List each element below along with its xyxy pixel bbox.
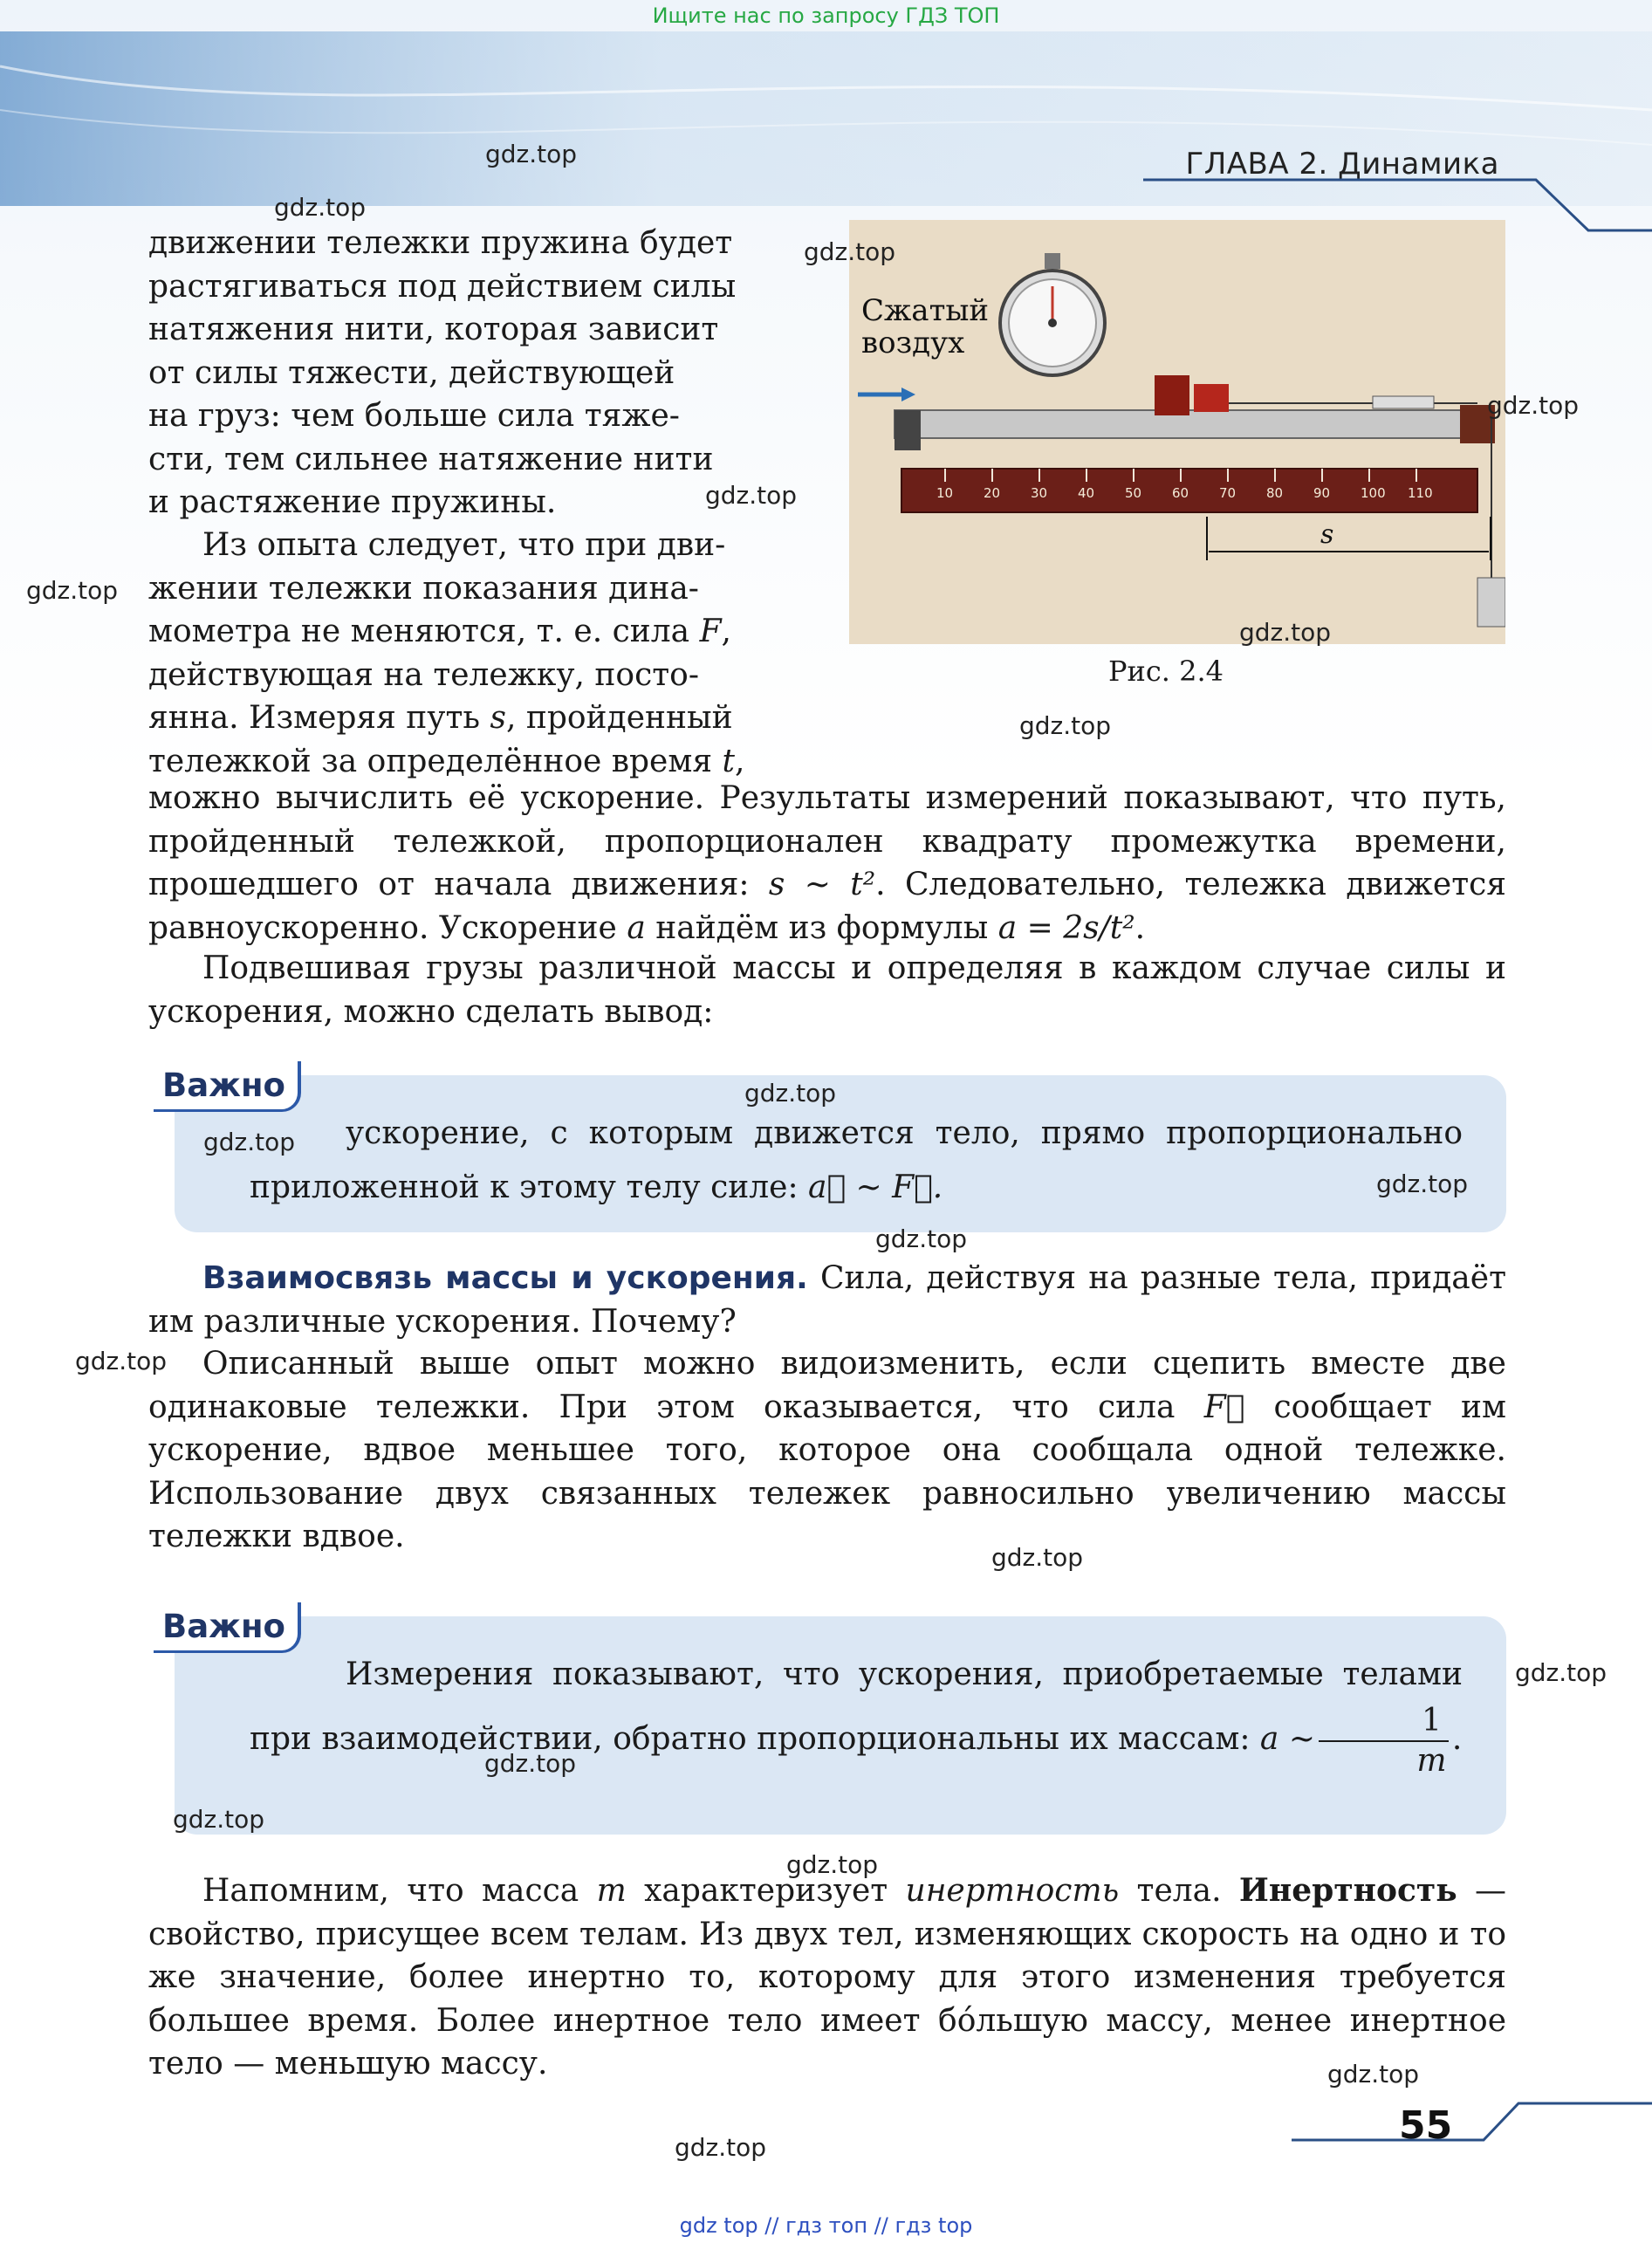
- paragraph-2-wide: можно вычислить её ускорение. Результаты измерений показывают, что путь, пройденный тележкой, пропорционален квадрату промежутка времени, прошедшего от начала движения: s ~ t². Следовательно, тележка движется равноускоренно. Ускорение a найдём из формулы a = 2s/t².: [148, 780, 1506, 946]
- para1-line-4: от силы тяжести, действующей: [148, 354, 675, 391]
- para2-wide-text-2: . Следовательно, тележка движется равноускоренно. Ускорение: [148, 867, 1506, 946]
- para1-line-2: растягиваться под действием силы: [148, 268, 737, 305]
- para2-line-1: Из опыта следует, что при дви-: [202, 527, 726, 563]
- fraction-denominator: m: [1416, 1743, 1447, 1779]
- para5-text: Напомним, что масса: [202, 1873, 579, 1909]
- chapter-heading: ГЛАВА 2. Динамика: [1185, 147, 1499, 182]
- para1-line-3: натяжения нити, которая зависит: [148, 312, 719, 347]
- para2-line-6-text: тележкой за определённое время: [148, 743, 713, 779]
- important-2-text: Измерения показывают, что ускорения, приобретаемые телами при взаимодействии, обратно пропорциональны их массам: a ~ $\frac{1}{m}$ .: [250, 1657, 1463, 1779]
- watermark: gdz.top: [1019, 711, 1112, 740]
- para1-line-5: на груз: чем больше сила тяже-: [148, 398, 680, 434]
- figure-caption: Рис. 2.4: [1108, 655, 1224, 688]
- watermark: gdz.top: [804, 237, 896, 266]
- para2-line-6: тележкой за определённое время t,: [148, 743, 745, 779]
- watermark: gdz.top: [705, 481, 798, 510]
- ruler: [901, 469, 1477, 512]
- ruler-tick-label: 60: [1172, 485, 1189, 501]
- paragraph-4: [148, 1342, 1506, 1559]
- accel-symbol: a: [627, 909, 646, 946]
- formula-a-2s-t2: a = 2s/t²: [997, 909, 1135, 946]
- ruler-tick-label: 70: [1219, 485, 1237, 501]
- ruler-tick-label: 100: [1361, 485, 1386, 501]
- watermark: gdz.top: [991, 1543, 1084, 1572]
- watermark: gdz.top: [1487, 391, 1580, 420]
- fraction-numerator: 1: [1319, 1702, 1449, 1742]
- paragraph-5: [148, 1869, 1506, 2086]
- paragraph-3: [148, 947, 1506, 1033]
- ruler-tick-label: 30: [1031, 485, 1048, 501]
- figure-2-4: [849, 220, 1505, 644]
- para1-line-6: сти, тем сильнее натяжение нити: [148, 441, 714, 477]
- para2-line-5-tail: , пройденный: [505, 700, 733, 736]
- watermark: gdz.top: [274, 193, 367, 222]
- para1-line-1: движении тележки пружина будет: [148, 225, 733, 261]
- watermark: gdz.top: [875, 1224, 968, 1253]
- para2-wide-text-3: найдём из формулы: [655, 909, 989, 946]
- watermark: gdz.top: [1376, 1170, 1469, 1198]
- watermark: gdz.top: [744, 1079, 837, 1108]
- para4-text-2: сообщает им ускорение, вдвое меньшее того, которое она сообщала одной тележке. Использование двух связанных тележек равносильно увеличению массы тележки вдвое.: [148, 1389, 1506, 1554]
- important-tag-2: Важно: [154, 1602, 301, 1653]
- path-symbol: s: [490, 700, 506, 736]
- bottom-banner[interactable]: gdz top // гдз топ // гдз top: [0, 2208, 1652, 2243]
- force-vector: F⃗: [1203, 1389, 1245, 1425]
- time-symbol: t: [722, 743, 735, 779]
- para2-line-5: [148, 696, 794, 740]
- para2-line-5-text: янна. Измеряя путь: [148, 700, 480, 736]
- mass-symbol: m: [596, 1873, 627, 1909]
- watermark: gdz.top: [786, 1850, 879, 1879]
- important-1-body: ускорение, с которым движется тело, прямо пропорционально приложенной к этому телу силе:: [250, 1115, 1463, 1205]
- paragraph-1: [148, 222, 794, 525]
- important-1-formula: a⃗ ~ F⃗.: [808, 1170, 943, 1205]
- ruler-tick-label: 110: [1408, 485, 1433, 501]
- para5-text-3: тела.: [1136, 1873, 1222, 1909]
- fraction-1-over-m: [1319, 1702, 1449, 1780]
- label-s: s: [1320, 519, 1334, 550]
- term-inertness: инертность: [905, 1873, 1120, 1909]
- para2-line-2: жении тележки показания дина-: [148, 570, 699, 607]
- watermark: gdz.top: [675, 2133, 767, 2162]
- section-mass-acceleration: [148, 1257, 1506, 1343]
- page-number-decoration: [1292, 2086, 1652, 2147]
- ruler-tick-label: 10: [936, 485, 954, 501]
- top-banner[interactable]: Ищите нас по запросу ГДЗ ТОП: [652, 3, 1000, 28]
- section-heading: Взаимосвязь массы и ускорения.: [202, 1260, 808, 1296]
- ruler-tick-label: 80: [1266, 485, 1284, 501]
- watermark: gdz.top: [1327, 2060, 1420, 2089]
- para5-text-4: — свойство, присущее всем телам. Из двух тел, изменяющих скорость на одно и то же значение, более инертно то, которому для этого изменения требуется большее время. Более инертное тело имеет бо́льшую массу, менее инертное тело — меньшую массу.: [148, 1873, 1507, 2082]
- watermark: gdz.top: [484, 1749, 577, 1778]
- paragraph-2-narrow: [148, 524, 794, 783]
- para1-line-7: и растяжение пружины.: [148, 484, 557, 520]
- para3-text: Подвешивая грузы различной массы и определяя в каждом случае силы и ускорения, можно сделать вывод:: [148, 950, 1506, 1030]
- watermark: gdz.top: [203, 1128, 296, 1156]
- ruler-tick-label: 20: [984, 485, 1001, 501]
- important-2-lhs: a ~: [1259, 1721, 1315, 1757]
- ruler-tick-label: 40: [1078, 485, 1095, 501]
- para2-wide-text: можно вычислить её ускорение. Результаты измерений показывают, что путь, пройденный тележкой, пропорционален квадрату промежутка времени, прошедшего от начала движения:: [148, 780, 1506, 902]
- important-tag-1: Важно: [154, 1061, 301, 1112]
- watermark: gdz.top: [75, 1347, 168, 1375]
- watermark: gdz.top: [26, 576, 119, 605]
- watermark: gdz.top: [1239, 618, 1332, 647]
- para2-line-4: действующая на тележку, посто-: [148, 656, 699, 693]
- para5-text-2: характеризует: [644, 1873, 888, 1909]
- para2-line-3: мометра не меняются, т. е. сила F,: [148, 614, 731, 649]
- page-number: 55: [1399, 2103, 1453, 2148]
- important-2-body: Измерения показывают, что ускорения, приобретаемые телами при взаимодействии, обратно пропорциональны их массам:: [250, 1657, 1463, 1757]
- ruler-tick-label: 90: [1313, 485, 1331, 501]
- watermark: gdz.top: [1515, 1658, 1607, 1687]
- label-compressed-air: Сжатый: [861, 293, 990, 328]
- force-symbol: F: [699, 614, 722, 649]
- watermark: gdz.top: [173, 1805, 265, 1834]
- term-inertia-bold: Инертность: [1238, 1872, 1457, 1909]
- watermark: gdz.top: [485, 140, 578, 168]
- formula-s-t2: s ~ t²: [768, 867, 876, 902]
- para4-text: Описанный выше опыт можно видоизменить, если сцепить вместе две одинаковые тележки. При этом оказывается, что сила: [148, 1346, 1506, 1425]
- label-compressed-air-2: воздух: [861, 326, 965, 360]
- ruler-tick-label: 50: [1125, 485, 1142, 501]
- important-1-text: [250, 1107, 1463, 1215]
- para2-line-3-text: мометра не меняются, т. е. сила: [148, 614, 690, 649]
- section-text: Сила, действуя на разные тела, придаёт им различные ускорения. Почему?: [148, 1260, 1506, 1340]
